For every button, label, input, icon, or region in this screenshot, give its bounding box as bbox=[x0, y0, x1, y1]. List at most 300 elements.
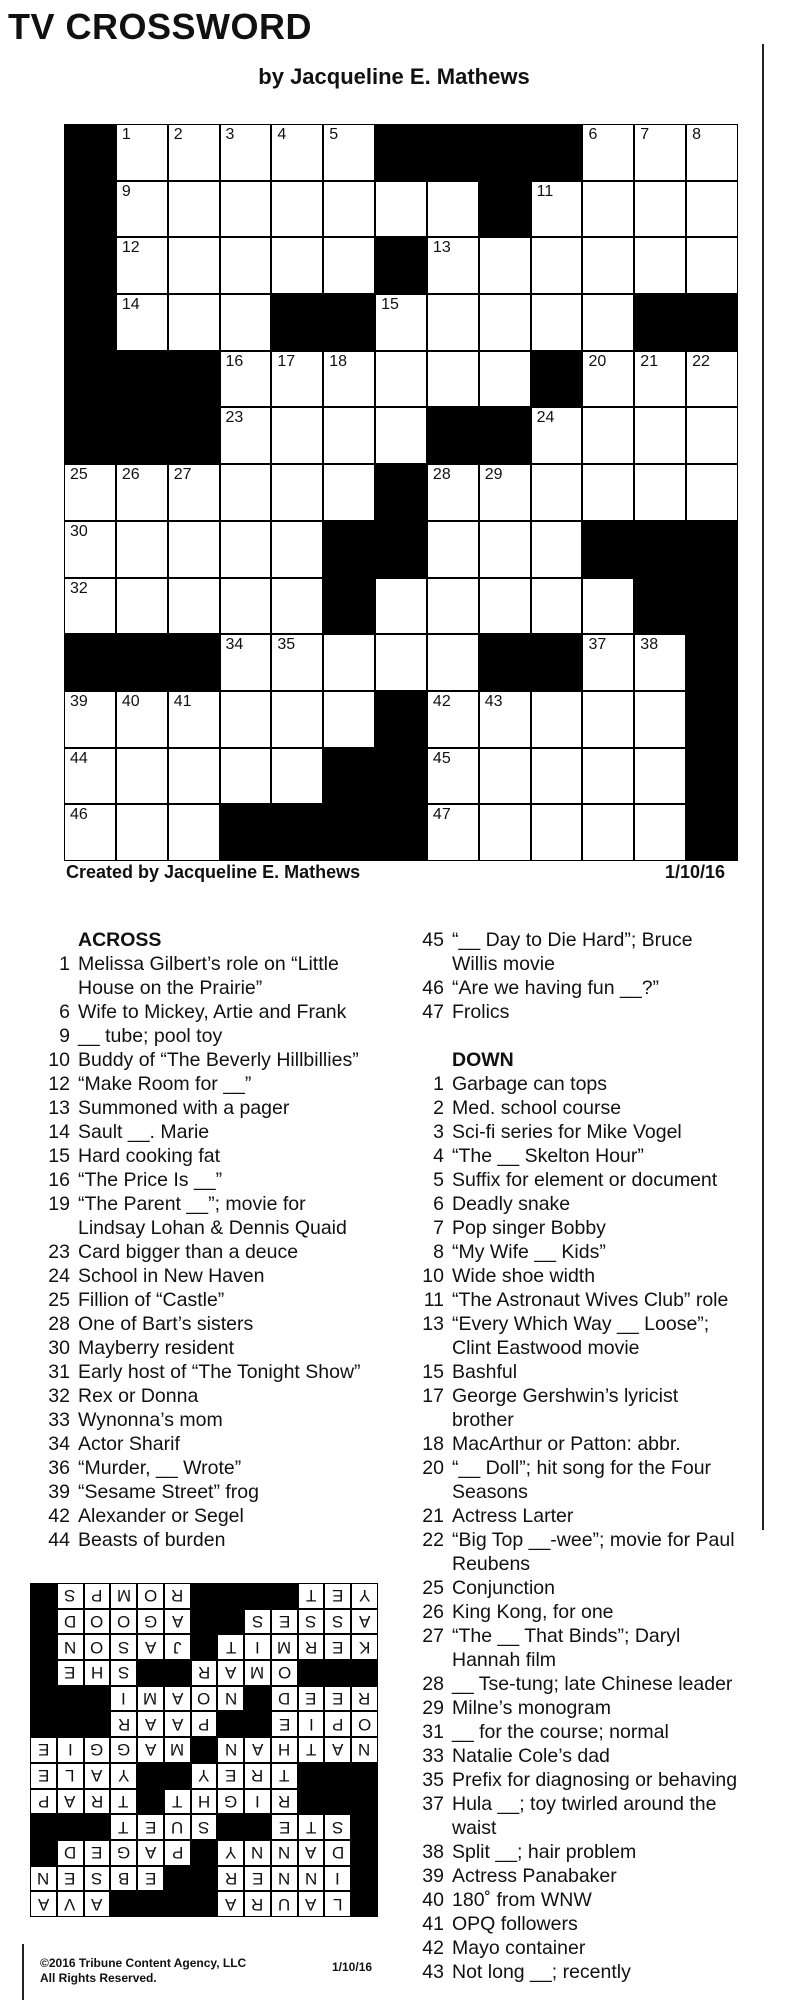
grid-cell[interactable] bbox=[635, 635, 685, 690]
solution-cell bbox=[165, 1712, 190, 1736]
grid-cell[interactable] bbox=[428, 522, 478, 577]
grid-cell[interactable] bbox=[221, 125, 271, 180]
clue-number: 44 bbox=[48, 1529, 70, 1551]
solution-letter: I bbox=[335, 1868, 341, 1888]
created-by: Created by Jacqueline E. Mathews bbox=[66, 862, 361, 882]
grid-cell[interactable] bbox=[480, 749, 530, 804]
clue-number: 7 bbox=[433, 1217, 444, 1239]
clue-number: 43 bbox=[422, 1961, 444, 1983]
clue-number: 47 bbox=[432, 806, 451, 824]
solution-cell bbox=[352, 1712, 377, 1736]
grid-cell[interactable] bbox=[324, 635, 374, 690]
solution-letter: N bbox=[278, 1868, 291, 1888]
solution-letter: S bbox=[251, 1612, 264, 1632]
clue-number: 27 bbox=[173, 466, 192, 484]
clue-text: Melissa Gilbert’s role on “Little bbox=[78, 953, 339, 975]
grid-cell[interactable] bbox=[583, 805, 633, 860]
grid-cell[interactable] bbox=[428, 238, 478, 293]
grid-cell[interactable] bbox=[583, 182, 633, 237]
grid-cell[interactable] bbox=[428, 182, 478, 237]
grid-cell[interactable] bbox=[272, 125, 322, 180]
clue-number: 9 bbox=[59, 1025, 70, 1047]
grid-cell[interactable] bbox=[221, 749, 271, 804]
grid-cell[interactable] bbox=[687, 182, 737, 237]
solution-letter: T bbox=[118, 1791, 129, 1811]
grid-cell[interactable] bbox=[324, 125, 374, 180]
grid-cell[interactable] bbox=[221, 692, 271, 747]
solution-cell bbox=[218, 1661, 243, 1685]
grid-cell[interactable] bbox=[324, 465, 374, 520]
clue-item bbox=[40, 952, 400, 976]
solution-cell bbox=[85, 1764, 110, 1788]
grid-cell[interactable] bbox=[324, 692, 374, 747]
grid-cell[interactable] bbox=[221, 352, 271, 407]
clue-text: Not long __; recently bbox=[452, 1961, 631, 1983]
clue-text: “__ Day to Die Hard”; Bruce bbox=[452, 929, 693, 951]
clue-item bbox=[414, 1672, 784, 1696]
clue-text: Mayberry resident bbox=[78, 1337, 235, 1359]
solution-cell bbox=[272, 1892, 297, 1916]
clue-text: Willis movie bbox=[452, 953, 555, 975]
grid-cell[interactable] bbox=[428, 749, 478, 804]
clue-text: King Kong, for one bbox=[452, 1601, 614, 1623]
grid-cell[interactable] bbox=[117, 692, 167, 747]
solution-cell bbox=[192, 1661, 217, 1685]
grid-cell[interactable] bbox=[65, 692, 115, 747]
solution-cell bbox=[272, 1790, 297, 1814]
solution-letter: A bbox=[37, 1894, 50, 1914]
grid-cell[interactable] bbox=[532, 238, 582, 293]
grid-cell[interactable] bbox=[169, 749, 219, 804]
solution-cell bbox=[31, 1764, 56, 1788]
solution-cell bbox=[299, 1867, 324, 1891]
clue-item bbox=[414, 1480, 784, 1504]
grid-cell[interactable] bbox=[324, 238, 374, 293]
clue-text: __ tube; pool toy bbox=[78, 1025, 223, 1047]
grid-cell[interactable] bbox=[480, 465, 530, 520]
grid-cell[interactable] bbox=[65, 522, 115, 577]
grid-cell[interactable] bbox=[169, 182, 219, 237]
solution-cell bbox=[325, 1815, 350, 1839]
solution-letter: Y bbox=[118, 1766, 130, 1786]
grid-cell[interactable] bbox=[272, 238, 322, 293]
solution-letter: E bbox=[37, 1766, 50, 1786]
grid-cell[interactable] bbox=[532, 692, 582, 747]
grid-cell[interactable] bbox=[117, 522, 167, 577]
clue-number: 40 bbox=[422, 1889, 444, 1911]
solution-letter: E bbox=[64, 1663, 76, 1683]
grid-cell[interactable] bbox=[532, 805, 582, 860]
solution-letter: A bbox=[91, 1766, 103, 1786]
clue-number: 2 bbox=[433, 1097, 444, 1119]
solution-cell bbox=[58, 1764, 83, 1788]
clue-number bbox=[414, 952, 444, 976]
clue-number: 3 bbox=[225, 126, 235, 143]
solution-letter: E bbox=[144, 1868, 157, 1888]
solution-cell bbox=[58, 1635, 83, 1659]
clue-item bbox=[414, 1360, 784, 1384]
solution-cell bbox=[299, 1687, 324, 1711]
grid-cell[interactable] bbox=[169, 295, 219, 350]
clue-number: 20 bbox=[588, 352, 607, 370]
solution-cell bbox=[58, 1738, 83, 1762]
solution-cell bbox=[218, 1790, 243, 1814]
grid-cell[interactable] bbox=[272, 182, 322, 237]
grid-cell[interactable] bbox=[169, 692, 219, 747]
grid-cell[interactable] bbox=[687, 125, 737, 180]
clue-item bbox=[40, 1528, 400, 1552]
solution-cell bbox=[58, 1584, 83, 1608]
grid-cell[interactable] bbox=[221, 522, 271, 577]
grid-cell[interactable] bbox=[480, 238, 530, 293]
grid-cell[interactable] bbox=[221, 465, 271, 520]
clue-number: 1 bbox=[121, 126, 131, 143]
grid-cell[interactable] bbox=[583, 749, 633, 804]
solution-letter: E bbox=[278, 1612, 290, 1632]
clue-number: 20 bbox=[422, 1457, 444, 1479]
grid-cell[interactable] bbox=[221, 635, 271, 690]
clue-text: Milne’s monogram bbox=[452, 1697, 611, 1719]
solution-letter: S bbox=[64, 1586, 76, 1606]
grid-cell[interactable] bbox=[687, 408, 737, 463]
solution-letter: N bbox=[251, 1843, 264, 1863]
clue-item bbox=[414, 1696, 784, 1720]
solution-letter: M bbox=[116, 1586, 131, 1606]
solution-cell bbox=[272, 1738, 297, 1762]
clue-number bbox=[414, 1336, 444, 1360]
clue-number: 35 bbox=[422, 1769, 444, 1791]
grid-cell[interactable] bbox=[532, 465, 582, 520]
clue-number: 15 bbox=[381, 296, 399, 314]
clue-item bbox=[40, 1192, 400, 1216]
solution-cell bbox=[352, 1584, 377, 1608]
clue-item bbox=[414, 1576, 784, 1600]
grid-cell[interactable] bbox=[480, 805, 530, 860]
solution-cell bbox=[352, 1738, 377, 1762]
grid-cell[interactable] bbox=[583, 238, 633, 293]
solution-letter: I bbox=[255, 1637, 260, 1657]
clue-number: 10 bbox=[422, 1265, 444, 1287]
copyright-line: All Rights Reserved. bbox=[40, 1971, 157, 1985]
solution-letter: M bbox=[277, 1637, 292, 1657]
grid-cell[interactable] bbox=[687, 238, 737, 293]
solution-letter: R bbox=[251, 1766, 264, 1786]
crossword-grid[interactable] bbox=[64, 124, 738, 861]
clue-number: 17 bbox=[422, 1385, 444, 1407]
solution-cell bbox=[325, 1712, 350, 1736]
clue-number: 11 bbox=[536, 182, 554, 200]
grid-cell[interactable] bbox=[272, 635, 322, 690]
clue-text: Hula __; toy twirled around the bbox=[452, 1793, 717, 1815]
solution-letter: M bbox=[170, 1740, 185, 1760]
solution-cell bbox=[138, 1635, 163, 1659]
solution-cell bbox=[245, 1790, 270, 1814]
grid-cell[interactable] bbox=[169, 579, 219, 634]
solution-cell bbox=[111, 1841, 136, 1865]
grid-cell[interactable] bbox=[635, 749, 685, 804]
grid-cell[interactable] bbox=[272, 579, 322, 634]
grid-cell[interactable] bbox=[324, 408, 374, 463]
solution-letter: R bbox=[278, 1791, 291, 1811]
clue-item bbox=[40, 1312, 400, 1336]
grid-cell[interactable] bbox=[376, 635, 426, 690]
solution-letter: I bbox=[255, 1791, 260, 1811]
clue-number: 11 bbox=[423, 1289, 444, 1311]
clue-number: 41 bbox=[173, 692, 192, 710]
grid-cell[interactable] bbox=[221, 238, 271, 293]
clue-number: 44 bbox=[70, 749, 88, 767]
clue-text: Deadly snake bbox=[452, 1193, 571, 1215]
solution-cell bbox=[352, 1610, 377, 1634]
grid-cell[interactable] bbox=[169, 522, 219, 577]
clue-item bbox=[414, 1240, 784, 1264]
clue-item bbox=[414, 1600, 784, 1624]
grid-cell[interactable] bbox=[65, 579, 115, 634]
solution-letter: G bbox=[143, 1612, 158, 1632]
grid-cell[interactable] bbox=[428, 635, 478, 690]
solution-cell bbox=[165, 1687, 190, 1711]
grid-cell[interactable] bbox=[117, 805, 167, 860]
clue-number: 2 bbox=[173, 126, 183, 143]
grid-cell[interactable] bbox=[687, 352, 737, 407]
solution-letter: D bbox=[278, 1689, 291, 1709]
clue-number: 39 bbox=[48, 1481, 70, 1503]
grid-cell[interactable] bbox=[635, 408, 685, 463]
solution-letter: A bbox=[171, 1714, 183, 1734]
clue-number: 36 bbox=[48, 1457, 70, 1479]
solution-letter: K bbox=[358, 1637, 371, 1657]
grid-cell[interactable] bbox=[272, 465, 322, 520]
grid-cell[interactable] bbox=[532, 749, 582, 804]
solution-letter: L bbox=[65, 1766, 75, 1786]
grid-cell[interactable] bbox=[65, 805, 115, 860]
clue-text: “The __ That Binds”; Daryl bbox=[452, 1625, 681, 1647]
clue-item bbox=[40, 1504, 400, 1528]
grid-cell[interactable] bbox=[428, 692, 478, 747]
clue-item bbox=[414, 1384, 784, 1408]
clue-item bbox=[414, 976, 784, 1000]
grid-cell[interactable] bbox=[583, 352, 633, 407]
grid-cell[interactable] bbox=[687, 465, 737, 520]
clue-number: 42 bbox=[48, 1505, 70, 1527]
grid-cell[interactable] bbox=[532, 579, 582, 634]
solution-cell bbox=[165, 1815, 190, 1839]
clue-item bbox=[414, 1216, 784, 1240]
grid-cell[interactable] bbox=[480, 295, 530, 350]
grid-cell[interactable] bbox=[583, 125, 633, 180]
clue-number: 1 bbox=[433, 1073, 444, 1095]
solution-letter: R bbox=[90, 1791, 104, 1811]
clue-text: One of Bart’s sisters bbox=[78, 1313, 254, 1335]
clues-column-left bbox=[40, 928, 400, 1552]
grid-cell[interactable] bbox=[376, 408, 426, 463]
grid-cell[interactable] bbox=[221, 579, 271, 634]
clue-item bbox=[414, 1192, 784, 1216]
clue-number: 14 bbox=[48, 1121, 70, 1143]
solution-letter: A bbox=[358, 1612, 371, 1632]
solution-letter: D bbox=[64, 1612, 77, 1632]
clue-item bbox=[414, 1816, 784, 1840]
clue-number: 42 bbox=[432, 692, 451, 710]
clue-number bbox=[414, 1552, 444, 1576]
clue-number: 3 bbox=[433, 1121, 444, 1143]
grid-cell[interactable] bbox=[532, 408, 582, 463]
clue-number: 7 bbox=[640, 126, 650, 143]
solution-cell bbox=[165, 1610, 190, 1634]
grid-cell[interactable] bbox=[635, 465, 685, 520]
clue-number: 31 bbox=[48, 1361, 70, 1383]
clue-number: 47 bbox=[422, 1001, 444, 1023]
clue-text: Frolics bbox=[452, 1001, 510, 1023]
solution-cell bbox=[245, 1635, 270, 1659]
grid-cell[interactable] bbox=[221, 295, 271, 350]
grid-cell[interactable] bbox=[117, 238, 167, 293]
grid-cell[interactable] bbox=[117, 579, 167, 634]
solution-letter: A bbox=[144, 1843, 157, 1863]
grid-cell[interactable] bbox=[117, 465, 167, 520]
solution-letter: E bbox=[37, 1740, 50, 1760]
grid-cell[interactable] bbox=[635, 692, 685, 747]
grid-cell[interactable] bbox=[272, 692, 322, 747]
solution-letter: M bbox=[143, 1689, 158, 1709]
clue-item bbox=[40, 976, 400, 1000]
solution-cell bbox=[325, 1841, 350, 1865]
solution-cell bbox=[218, 1635, 243, 1659]
grid-cell[interactable] bbox=[583, 408, 633, 463]
grid-cell[interactable] bbox=[428, 465, 478, 520]
grid-cell[interactable] bbox=[117, 295, 167, 350]
grid-cell[interactable] bbox=[635, 805, 685, 860]
grid-cell[interactable] bbox=[480, 579, 530, 634]
grid-cell[interactable] bbox=[480, 692, 530, 747]
solution-letter: S bbox=[198, 1817, 210, 1837]
grid-cell[interactable] bbox=[221, 182, 271, 237]
clue-item bbox=[414, 1792, 784, 1816]
solution-letter: D bbox=[331, 1843, 344, 1863]
clue-number: 32 bbox=[70, 579, 88, 597]
clue-number: 28 bbox=[422, 1673, 444, 1695]
clue-number bbox=[40, 1216, 70, 1240]
grid-cell[interactable] bbox=[532, 295, 582, 350]
grid-cell[interactable] bbox=[376, 295, 426, 350]
clue-text: Suffix for element or document bbox=[452, 1169, 718, 1191]
clue-number: 39 bbox=[422, 1865, 444, 1887]
grid-cell[interactable] bbox=[65, 749, 115, 804]
solution-cell bbox=[165, 1841, 190, 1865]
clue-text: Pop singer Bobby bbox=[452, 1217, 606, 1239]
grid-cell[interactable] bbox=[635, 182, 685, 237]
grid-cell[interactable] bbox=[221, 408, 271, 463]
grid-cell[interactable] bbox=[428, 805, 478, 860]
grid-cell[interactable] bbox=[272, 408, 322, 463]
grid-cell[interactable] bbox=[635, 238, 685, 293]
clue-item bbox=[414, 1120, 784, 1144]
grid-cell[interactable] bbox=[376, 182, 426, 237]
solution-cell bbox=[299, 1815, 324, 1839]
solution-letter: A bbox=[144, 1637, 157, 1657]
solution-cell bbox=[192, 1712, 217, 1736]
clue-number: 45 bbox=[432, 749, 451, 767]
grid-cell[interactable] bbox=[169, 465, 219, 520]
byline: by Jacqueline E. Mathews bbox=[258, 64, 530, 89]
clue-text: House on the Prairie” bbox=[78, 977, 263, 999]
clue-number: 19 bbox=[48, 1193, 70, 1215]
grid-cell[interactable] bbox=[583, 465, 633, 520]
grid-cell[interactable] bbox=[480, 522, 530, 577]
grid-cell[interactable] bbox=[532, 182, 582, 237]
solution-cell bbox=[272, 1815, 297, 1839]
grid-cell[interactable] bbox=[272, 522, 322, 577]
clue-text: Fillion of “Castle” bbox=[78, 1289, 225, 1311]
grid-cell[interactable] bbox=[272, 749, 322, 804]
grid-cell[interactable] bbox=[117, 749, 167, 804]
solution-letter: J bbox=[172, 1637, 182, 1657]
grid-cell[interactable] bbox=[635, 352, 685, 407]
solution-cell bbox=[352, 1635, 377, 1659]
clue-text: Beasts of burden bbox=[78, 1529, 226, 1551]
clue-text: Mayo container bbox=[452, 1937, 586, 1959]
grid-cell[interactable] bbox=[583, 692, 633, 747]
grid-cell[interactable] bbox=[532, 522, 582, 577]
grid-cell[interactable] bbox=[583, 579, 633, 634]
grid-cell[interactable] bbox=[635, 125, 685, 180]
clue-text: Sault __. Marie bbox=[78, 1121, 210, 1143]
grid-cell[interactable] bbox=[376, 579, 426, 634]
clue-text: “The Astronaut Wives Club” role bbox=[452, 1289, 729, 1311]
grid-cell[interactable] bbox=[324, 182, 374, 237]
solution-cell bbox=[111, 1790, 136, 1814]
grid-cell[interactable] bbox=[376, 352, 426, 407]
solution-cell bbox=[58, 1790, 83, 1814]
clue-text: Med. school course bbox=[452, 1097, 622, 1119]
solution-cell bbox=[299, 1892, 324, 1916]
clue-item bbox=[414, 1264, 784, 1288]
solution-cell bbox=[192, 1815, 217, 1839]
grid-cell[interactable] bbox=[583, 295, 633, 350]
solution-letter: T bbox=[172, 1791, 183, 1811]
solution-cell bbox=[138, 1584, 163, 1608]
grid-cell[interactable] bbox=[428, 352, 478, 407]
grid-cell[interactable] bbox=[169, 805, 219, 860]
grid-cell[interactable] bbox=[583, 635, 633, 690]
clue-text: “Big Top __-wee”; movie for Paul bbox=[452, 1529, 735, 1551]
solution-letter: E bbox=[91, 1843, 103, 1863]
clue-text: School in New Haven bbox=[78, 1265, 265, 1287]
grid-cell[interactable] bbox=[169, 238, 219, 293]
solution-letter: A bbox=[144, 1714, 157, 1734]
solution-letter: A bbox=[251, 1740, 264, 1760]
grid-cell[interactable] bbox=[428, 579, 478, 634]
grid-cell[interactable] bbox=[169, 125, 219, 180]
grid-cell[interactable] bbox=[272, 352, 322, 407]
clue-text: Card bigger than a deuce bbox=[78, 1241, 299, 1263]
solution-letter: I bbox=[67, 1740, 73, 1760]
solution-cell bbox=[192, 1687, 217, 1711]
solution-cell bbox=[325, 1687, 350, 1711]
clue-number: 33 bbox=[422, 1745, 444, 1767]
grid-cell[interactable] bbox=[480, 352, 530, 407]
grid-cell[interactable] bbox=[117, 182, 167, 237]
grid-cell[interactable] bbox=[428, 295, 478, 350]
copyright-line: ©2016 Tribune Content Agency, LLC bbox=[40, 1956, 247, 1970]
clue-number: 17 bbox=[277, 352, 296, 370]
grid-cell[interactable] bbox=[117, 125, 167, 180]
grid-cell[interactable] bbox=[65, 465, 115, 520]
clue-item bbox=[414, 1072, 784, 1096]
grid-cell[interactable] bbox=[324, 352, 374, 407]
clue-item bbox=[414, 1888, 784, 1912]
clue-item bbox=[40, 1336, 400, 1360]
